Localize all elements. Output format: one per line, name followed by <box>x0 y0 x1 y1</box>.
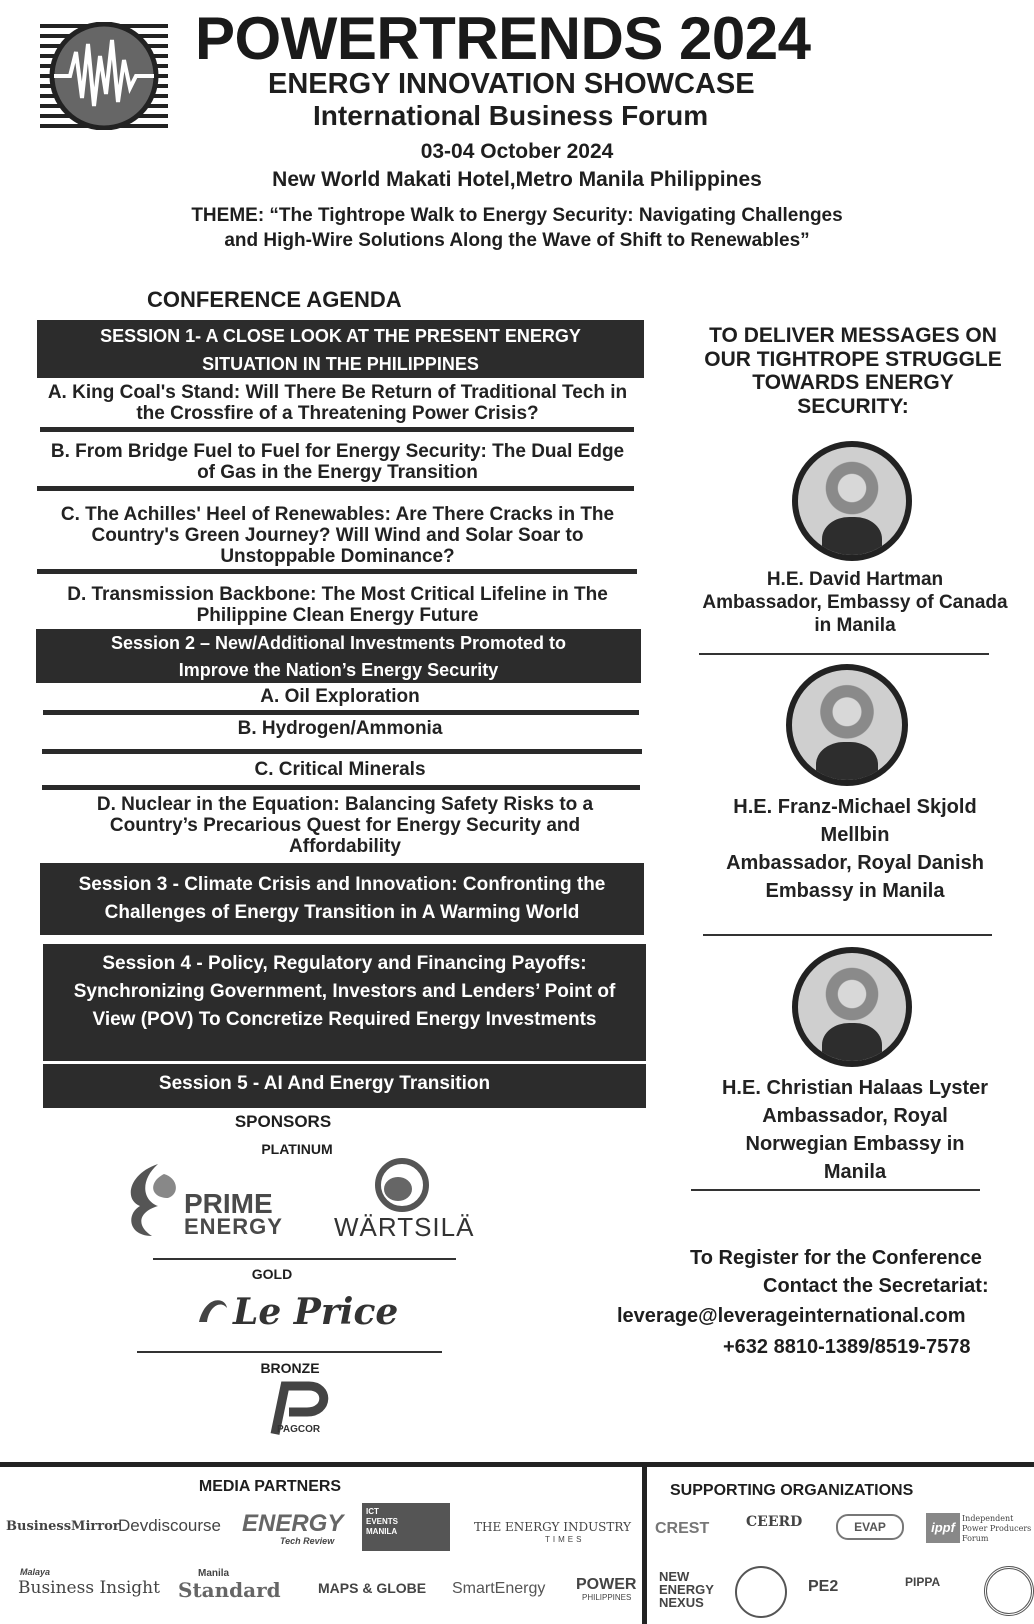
session-4-header: Session 4 - Policy, Regulatory and Financing Payoffs: Synchronizing Government, Investors and Lenders’ Point of View (POV) To Concretize Required Energy Investments <box>43 944 646 1061</box>
divider <box>703 934 992 936</box>
session-5-header: Session 5 - AI And Energy Transition <box>43 1064 646 1108</box>
gold-label: GOLD <box>251 1266 293 1282</box>
register-phone: +632 8810-1389/8519-7578 <box>723 1336 971 1358</box>
wartsila-mark-icon <box>362 1155 432 1213</box>
session-1-item-c: C. The Achilles' Heel of Renewables: Are There Cracks in The Country's Green Journey? Will Wind and Solar Soar to Unstoppable Dominance? <box>60 504 615 567</box>
manila-logo: Manila <box>198 1568 230 1579</box>
smartenergy-logo: SmartEnergy <box>452 1580 546 1597</box>
pippa-logo: PIPPA <box>905 1575 941 1589</box>
supporting-orgs-heading: SUPPORTING ORGANIZATIONS <box>670 1482 914 1499</box>
event-title: POWERTRENDS 2024 <box>195 5 811 72</box>
wartsila-logo <box>332 1155 475 1242</box>
session-2-item-a: A. Oil Exploration <box>260 686 420 707</box>
prime-word: PRIME <box>184 1188 273 1219</box>
waveform-logo-icon <box>40 22 168 130</box>
divider <box>42 749 642 754</box>
speaker-3-photo <box>792 947 912 1067</box>
powertrends-logo <box>40 22 168 130</box>
maps-globe-logo: MAPS & GLOBE <box>318 1580 427 1596</box>
speaker-3-role: Ambassador, Royal Norwegian Embassy in Manila <box>745 1105 965 1183</box>
forum-title: International Business Forum <box>313 100 709 131</box>
session-1-header: SESSION 1- A CLOSE LOOK AT THE PRESENT ENERGY SITUATION IN THE PHILIPPINES <box>37 320 644 378</box>
power-philippines-sub: PHILIPPINES <box>582 1593 632 1602</box>
session-3-header: Session 3 - Climate Crisis and Innovation: Confronting the Challenges of Energy Transition in A Warming World <box>40 863 644 935</box>
divider <box>153 1258 456 1260</box>
pagcor-word: PAGCOR <box>277 1424 321 1435</box>
wartsila-word: WÄRTSILÄ <box>334 1212 475 1242</box>
evap-logo <box>836 1514 904 1540</box>
session-2-item-c: C. Critical Minerals <box>254 759 426 780</box>
agenda-heading: CONFERENCE AGENDA <box>147 287 402 312</box>
ippf-logo <box>926 1513 960 1543</box>
ippf-word: ippf <box>931 1520 955 1535</box>
prime-energy-swirl-icon <box>118 1160 182 1240</box>
speaker-1-role: Ambassador, Embassy of Canada in Manila <box>702 592 1008 636</box>
prime-energy-logo <box>118 1160 288 1240</box>
footer-vertical-rule <box>642 1467 647 1624</box>
businessmirror-logo: BusinessMirror <box>6 1519 120 1534</box>
manila-standard-logo: Standard <box>178 1578 281 1602</box>
evap-word: EVAP <box>854 1520 886 1534</box>
session-1-item-d: D. Transmission Backbone: The Most Critical Lifeline in The Philippine Clean Energy Future <box>67 584 608 626</box>
footer-top-rule <box>0 1462 1034 1467</box>
divider <box>40 427 634 432</box>
session-2-item-b: B. Hydrogen/Ammonia <box>237 718 443 739</box>
speaker-2-name: H.E. Franz-Michael Skjold Mellbin <box>733 796 977 846</box>
sponsors-heading: SPONSORS <box>234 1112 332 1131</box>
organization-seal <box>984 1566 1034 1616</box>
speaker-1-name: H.E. David Hartman <box>766 569 944 590</box>
ippf-full-name: Independent Power Producers Forum <box>962 1514 1032 1543</box>
le-price-word: Le Price <box>233 1291 399 1333</box>
divider <box>691 1189 980 1191</box>
pagcor-logo <box>255 1380 335 1440</box>
session-2-header: Session 2 – New/Additional Investments Promoted to Improve the Nation’s Energy Security <box>36 629 641 683</box>
speaker-2-role: Ambassador, Royal Danish Embassy in Manila <box>726 852 984 902</box>
messages-heading: TO DELIVER MESSAGES ON OUR TIGHTROPE STRUGGLE TOWARDS ENERGY SECURITY: <box>704 324 1002 418</box>
divider <box>137 1351 442 1353</box>
register-line-1: To Register for the Conference <box>690 1247 982 1269</box>
business-insight-logo: Business Insight <box>18 1578 160 1598</box>
energy-industry-times-sub: TIMES <box>545 1535 585 1544</box>
session-1-item-a: A. King Coal's Stand: Will There Be Return of Traditional Tech in the Crossfire of a Threatening Power Crisis? <box>47 382 628 424</box>
malaya-logo: Malaya <box>20 1567 51 1577</box>
speaker-3-name: H.E. Christian Halaas Lyster <box>721 1077 989 1099</box>
theme-line-2: and High-Wire Solutions Along the Wave of Shift to Renewables” <box>224 230 810 251</box>
speaker-1-photo <box>792 441 912 561</box>
le-price-logo <box>195 1288 405 1338</box>
ceerd-logo: CEERD <box>746 1514 803 1530</box>
divider <box>37 486 634 491</box>
le-price-mark-icon <box>195 1292 231 1332</box>
energy-industry-times-logo: THE ENERGY INDUSTRY <box>474 1520 631 1534</box>
event-venue: New World Makati Hotel,Metro Manila Philippines <box>272 168 762 191</box>
divider <box>37 569 637 574</box>
register-line-2: Contact the Secretariat: <box>763 1275 989 1297</box>
power-philippines-logo: POWER <box>576 1576 637 1593</box>
ict-events-manila-logo <box>362 1503 450 1551</box>
bronze-label: BRONZE <box>260 1360 320 1376</box>
energy-tech-review-logo: ENERGY <box>242 1510 344 1537</box>
energy-word: ENERGY <box>184 1214 283 1239</box>
register-email[interactable]: leverage@leverageinternational.com <box>617 1305 966 1327</box>
platinum-label: PLATINUM <box>261 1141 333 1157</box>
divider <box>699 653 989 655</box>
energy-tech-review-sub: Tech Review <box>280 1536 335 1546</box>
event-dates: 03-04 October 2024 <box>420 140 614 163</box>
speaker-2-photo <box>786 664 908 786</box>
theme-line-1: THEME: “The Tightrope Walk to Energy Security: Navigating Challenges <box>191 205 843 226</box>
national-power-corp-seal <box>735 1566 787 1618</box>
event-subtitle: ENERGY INNOVATION SHOWCASE <box>268 68 755 100</box>
devdiscourse-logo: Devdiscourse <box>118 1516 221 1535</box>
new-energy-nexus-logo: NEW ENERGY NEXUS <box>659 1569 714 1610</box>
session-2-item-d: D. Nuclear in the Equation: Balancing Safety Risks to a Country’s Precarious Quest for Energy Security and Affordability <box>96 794 594 857</box>
ict-events-manila-word: ICT EVENTS MANILA <box>366 1507 399 1536</box>
divider <box>43 710 639 715</box>
session-1-item-b: B. From Bridge Fuel to Fuel for Energy Security: The Dual Edge of Gas in the Energy Transition <box>50 441 625 483</box>
pe2-logo: PE2 <box>808 1578 839 1595</box>
media-partners-heading: MEDIA PARTNERS <box>198 1478 342 1495</box>
crest-logo: CREST <box>655 1520 710 1537</box>
divider <box>42 785 640 790</box>
